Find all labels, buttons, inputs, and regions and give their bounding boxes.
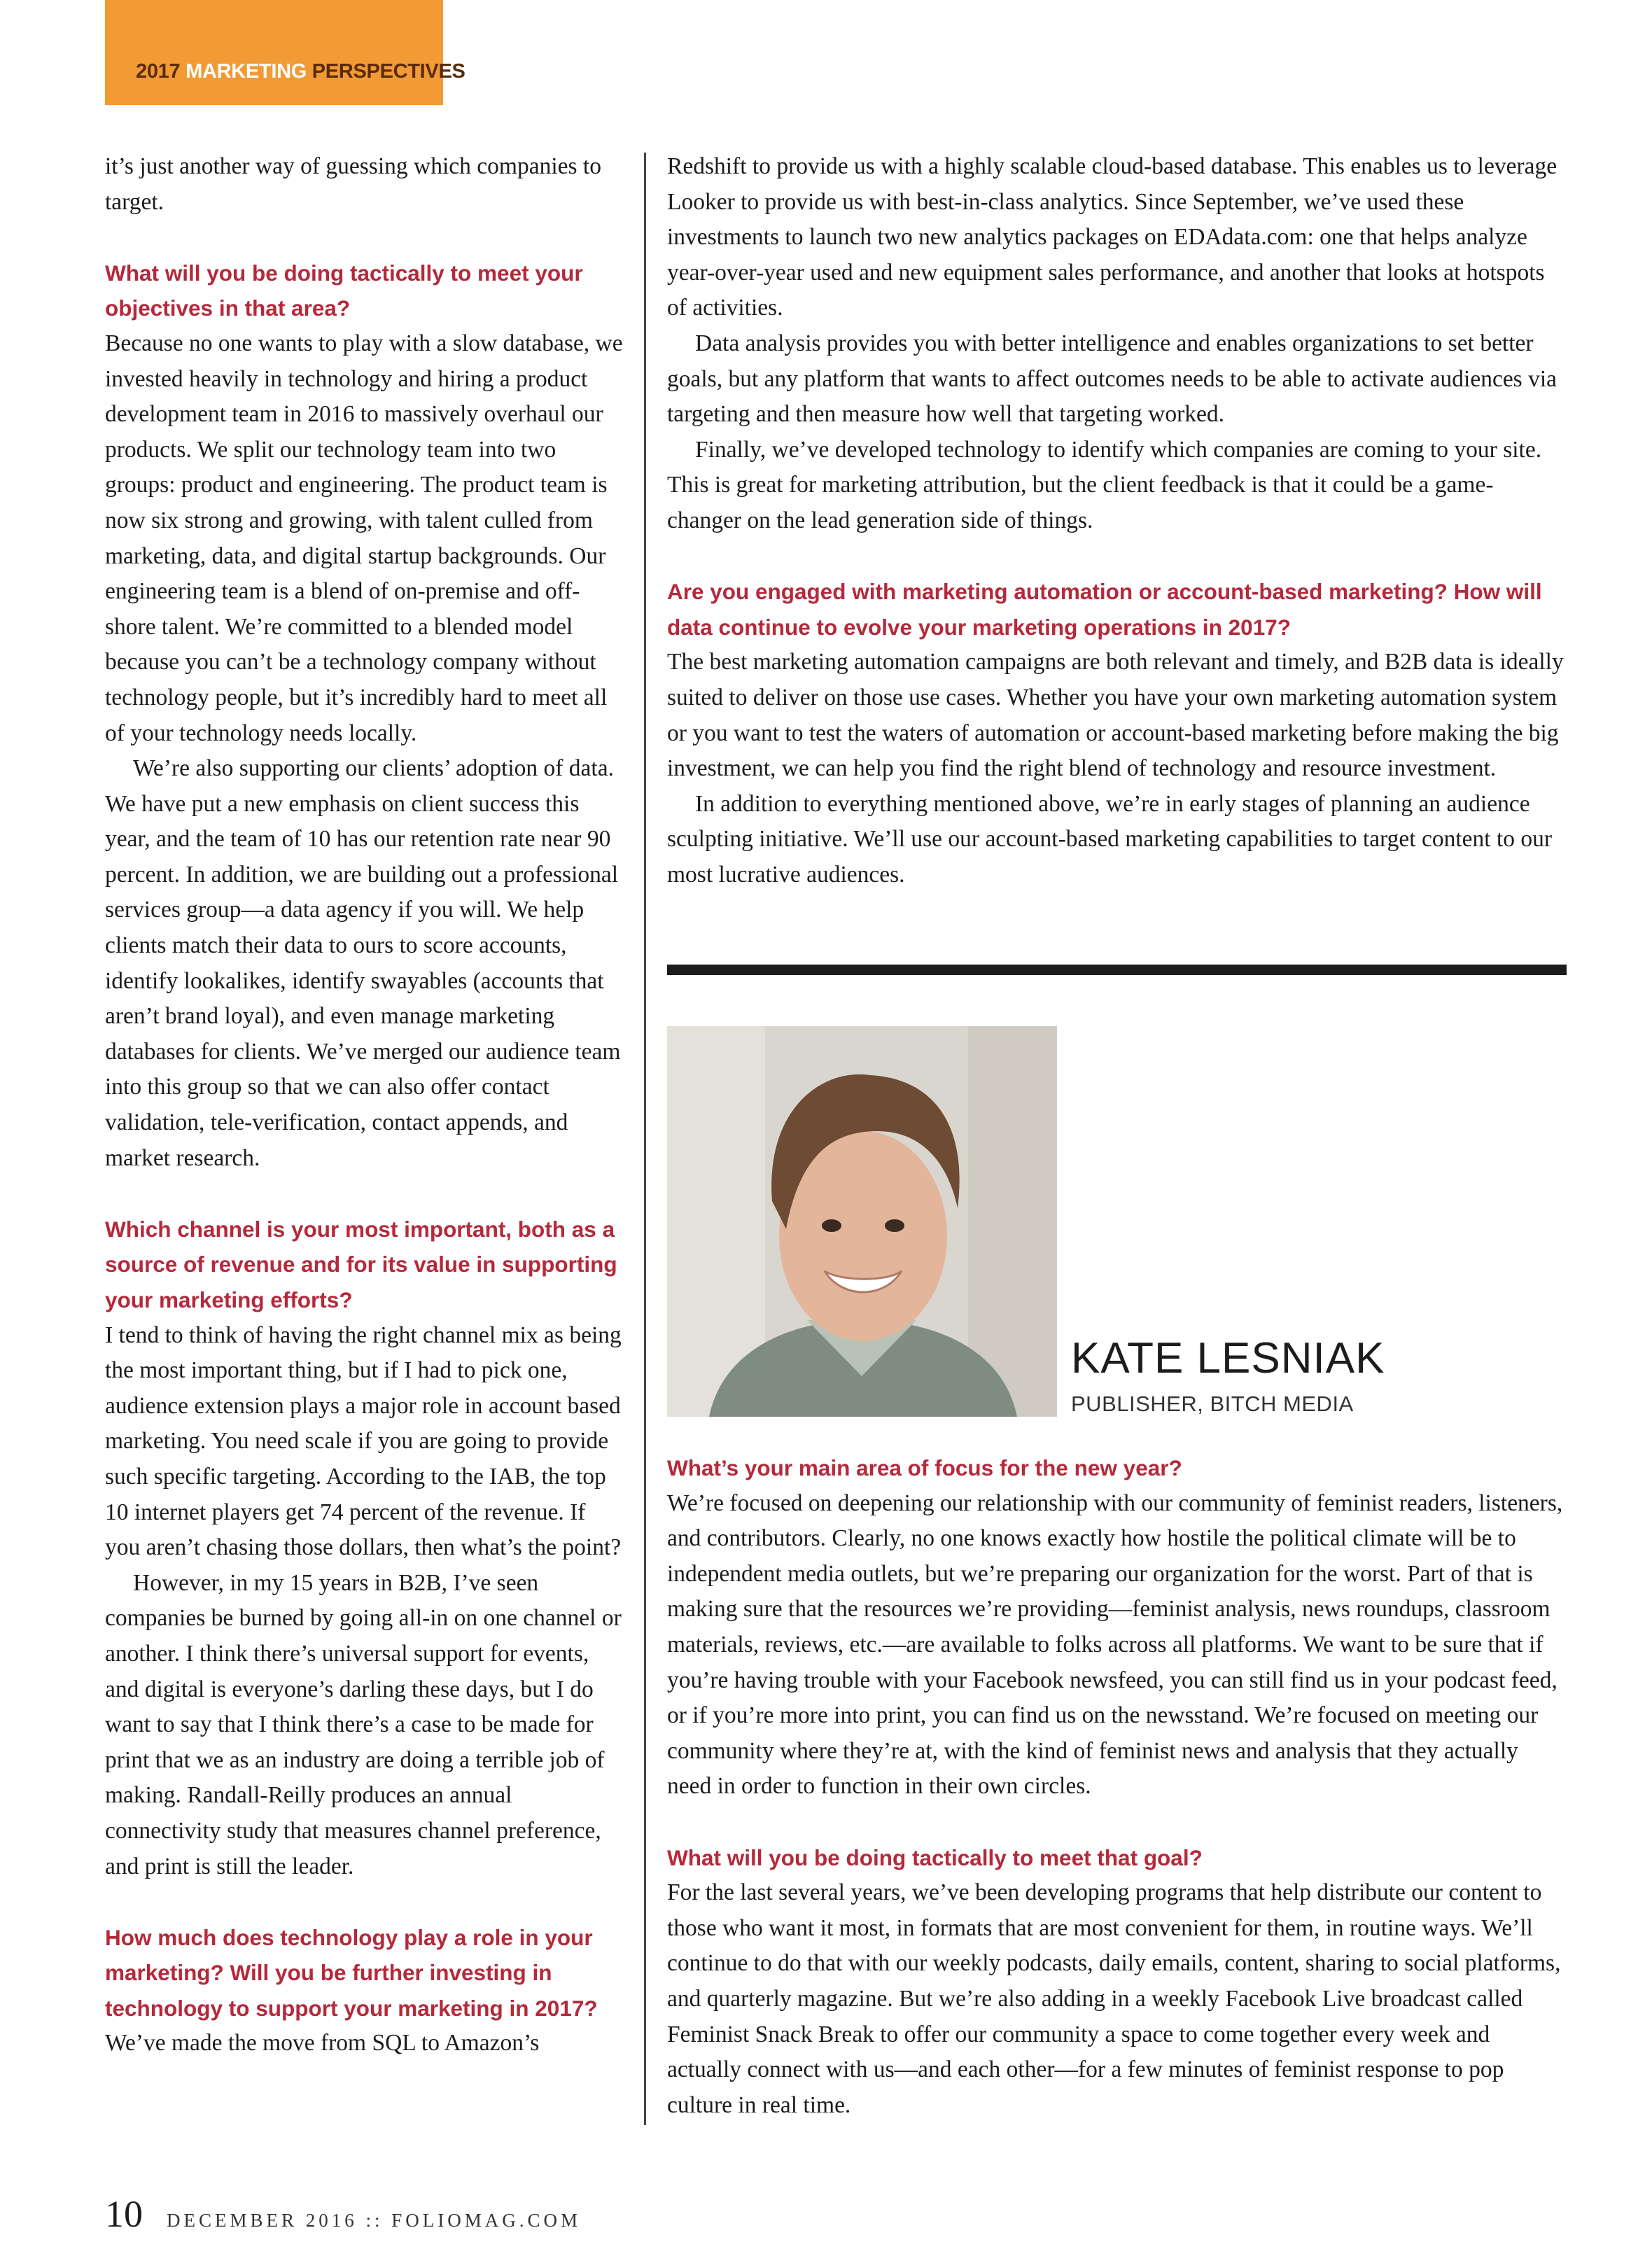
question-heading: What’s your main area of focus for the new year? <box>667 1455 1182 1480</box>
paragraph: For the last several years, we’ve been developing programs that help distribute our content to those who want it most, in formats that are most convenient for them, in routine ways. We’ll continue to do that with our weekly podcasts, daily emails, content, sharing to social platforms, and quarterly magazine. But we’re also adding in a weekly Facebook Live broadcast called Feminist Snack Break to offer our community a space to come together every week and actually connect with us—and each other—for a few minutes of feminist response to pop culture in real time. <box>667 1879 1561 2118</box>
footer-text: DECEMBER 2016 :: FOLIOMAG.COM <box>167 2210 582 2231</box>
question-heading: What will you be doing tactically to meet that goal? <box>667 1844 1203 1870</box>
question-heading: Which channel is your most important, both as a source of revenue and for its value in supporting your marketing efforts? <box>105 1216 617 1312</box>
paragraph: We’re also supporting our clients’ adoption of data. We have put a new emphasis on client success this year, and the team of 10 has our retention rate near 90 percent. In addition, we are building out a professional services group—a data agency if you will. We help clients match their data to ours to score accounts, identify lookalikes, identify swayables (accounts that aren’t brand loyal), and even manage marketing databases for clients. We’ve merged our audience team into this group so that we can also offer contact validation, tele-verification, contact appends, and market research. <box>105 755 621 1171</box>
paragraph: Redshift to provide us with a highly scalable cloud-based database. This enables us to leverage Looker to provide us with best-in-class analytics. Since September, we’ve used these investments to launch two new analytics packages on EDAdata.com: one that helps analyze year-over-year used and new equipment sales performance, and another that looks at hotspots of activities. <box>667 153 1558 321</box>
paragraph: In addition to everything mentioned above, we’re in early stages of planning an audience sculpting initiative. We’ll use our account-based marketing capabilities to target content to our most lucrative audiences. <box>667 790 1553 888</box>
right-column-top <box>667 149 1567 892</box>
page-footer <box>105 2192 581 2236</box>
section-header-tab <box>105 0 465 105</box>
right-column-bottom <box>667 1450 1567 2123</box>
profile-title: PUBLISHER, BITCH MEDIA <box>1071 1392 1354 1416</box>
profile-photo <box>667 1026 1057 1417</box>
paragraph: The best marketing automation campaigns are both relevant and timely, and B2B data is ideally suited to deliver on those use cases. Whether you have your own marketing automation system or you want to test the waters of automation or account-based marketing before making the big investment, we can help you find the right blend of technology and resource investment. <box>667 649 1564 782</box>
question-heading: How much does technology play a role in your marketing? Will you be further investing in technology to support your marketing in 2017? <box>105 1924 598 2021</box>
paragraph: I tend to think of having the right channel mix as being the most important thing, but if I had to pick one, audience extension plays a major role in account based marketing. You need scale if you are going to provide such specific targeting. According to the IAB, the top 10 internet players get 74 percent of the revenue. If you aren’t chasing those dollars, then what’s the point? <box>105 1322 622 1561</box>
question-heading: What will you be doing tactically to meet your objectives in that area? <box>105 260 583 321</box>
paragraph: However, in my 15 years in B2B, I’ve seen companies be burned by going all-in on one channel or another. I think there’s universal support for events, and digital is everyone’s darling these days, but I do want to say that I think there’s a case to be made for print that we as an industry are doing a terrible job of making. Randall-Reilly produces an annual connectivity study that measures channel preference, and print is still the leader. <box>105 1569 622 1879</box>
header-perspectives: PERSPECTIVES <box>312 60 465 83</box>
profile-name: KATE LESNIAK <box>1071 1334 1385 1382</box>
page-number: 10 <box>105 2193 143 2235</box>
paragraph: We’re focused on deepening our relationship with our community of feminist readers, listeners, and contributors. Clearly, no one knows exactly how hostile the political climate will be to independent media outlets, but we’re preparing our organization for the worst. Part of that is making sure that the resources we’re providing—feminist analysis, news roundups, classroom materials, reviews, etc.—are available to folks across all platforms. We want to be sure that if you’re having trouble with your Facebook newsfeed, you can still find us in your podcast feed, or if you’re more into print, you can find us on the newsstand. We’re focused on meeting our community where they’re at, with the kind of feminist news and analysis that they actually need in order to function in their own circles. <box>667 1490 1563 1800</box>
paragraph: it’s just another way of guessing which companies to target. <box>105 153 601 215</box>
paragraph: Because no one wants to play with a slow database, we invested heavily in technology and hiring a product development team in 2016 to massively overhaul our products. We split our technology team into two groups: product and engineering. The product team is now six strong and growing, with talent culled from marketing, data, and digital startup backgrounds. Our engineering team is a blend of on-premise and off-shore talent. We’re committed to a blended model because you can’t be a technology company without technology people, but it’s incredibly hard to meet all of your technology needs locally. <box>105 330 623 746</box>
section-rule <box>667 965 1567 975</box>
question-heading: Are you engaged with marketing automation or account-based marketing? How will data continue to evolve your marketing operations in 2017? <box>667 579 1542 640</box>
header-year: 2017 <box>136 60 181 83</box>
portrait-image <box>667 1026 1057 1417</box>
column-divider <box>644 153 646 2125</box>
paragraph: Finally, we’ve developed technology to identify which companies are coming to your site. This is great for marketing attribution, but the client feedback is that it could be a game-changer on the lead generation side of things. <box>667 436 1542 533</box>
paragraph: Data analysis provides you with better intelligence and enables organizations to set better goals, but any platform that wants to affect outcomes needs to be able to activate audiences via targeting and then measure how well that targeting worked. <box>667 330 1558 428</box>
header-marketing: MARKETING <box>186 60 307 83</box>
paragraph: We’ve made the move from SQL to Amazon’s <box>105 2030 540 2057</box>
left-column <box>105 149 624 2061</box>
